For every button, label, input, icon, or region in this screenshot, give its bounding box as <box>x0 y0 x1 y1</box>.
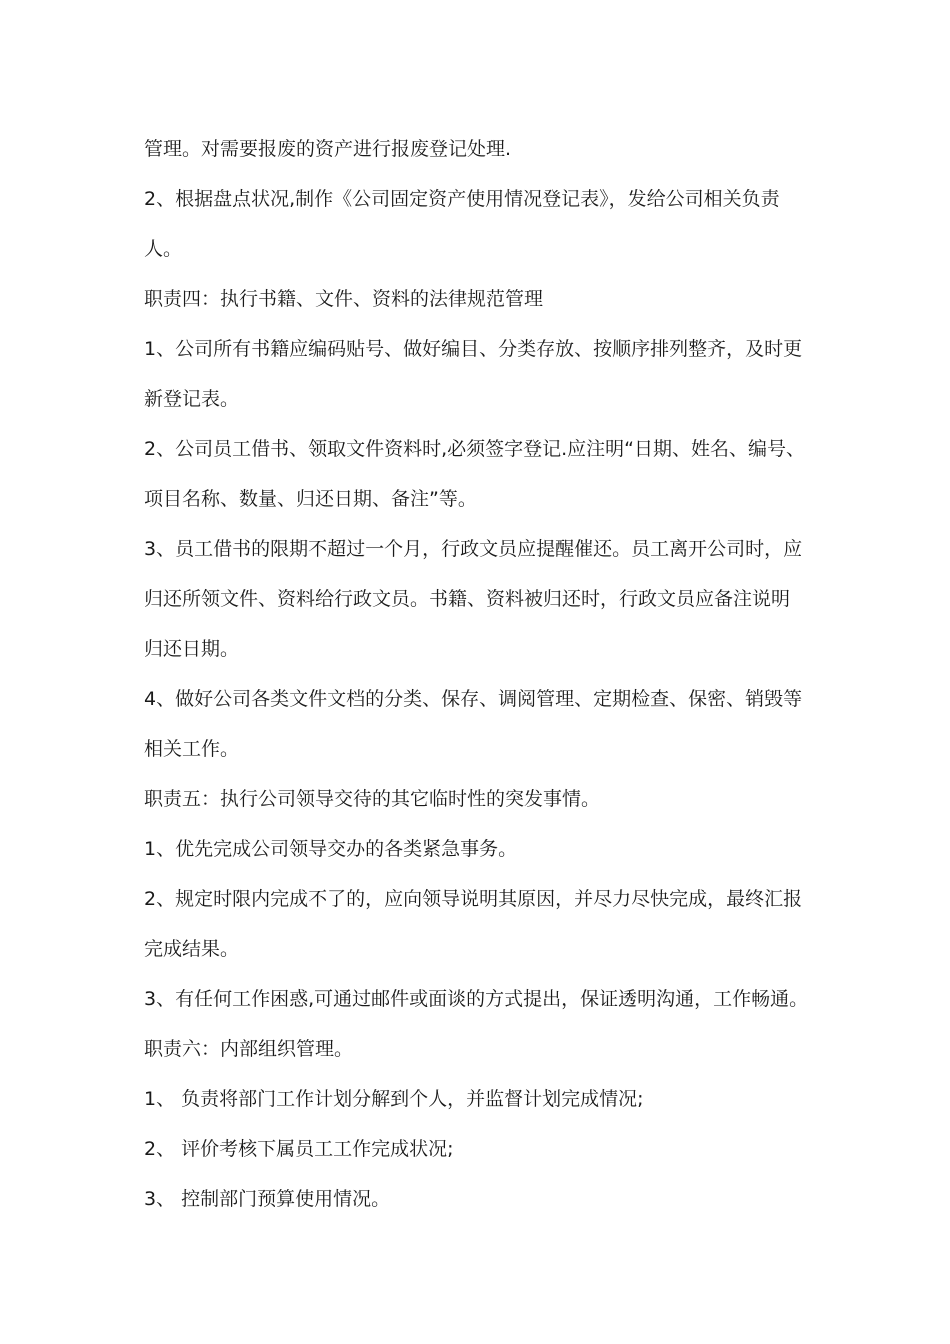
text-line: 人。 <box>144 238 183 260</box>
text-line: 4、做好公司各类文件文档的分类、保存、调阅管理、定期检查、保密、销毁等 <box>144 688 803 710</box>
text-line: 3、员工借书的限期不超过一个月，行政文员应提醒催还。员工离开公司时，应 <box>144 538 803 560</box>
text-line: 相关工作。 <box>144 738 240 760</box>
text-line: 完成结果。 <box>144 938 240 960</box>
document-body <box>144 124 824 1224</box>
text-line: 2、公司员工借书、领取文件资料时,必须签字登记.应注明“日期、姓名、编号、 <box>144 438 806 460</box>
text-line: 3、有任何工作困惑,可通过邮件或面谈的方式提出，保证透明沟通，工作畅通。 <box>144 988 809 1010</box>
text-line: 1、 负责将部门工作计划分解到个人，并监督计划完成情况; <box>144 1088 644 1110</box>
text-line: 归还所领文件、资料给行政文员。书籍、资料被归还时，行政文员应备注说明 <box>144 588 791 610</box>
text-line: 1、优先完成公司领导交办的各类紧急事务。 <box>144 838 518 860</box>
text-line: 3、 控制部门预算使用情况。 <box>144 1188 391 1210</box>
section-heading: 职责四：执行书籍、文件、资料的法律规范管理 <box>144 288 544 310</box>
section-heading: 职责五：执行公司领导交待的其它临时性的突发事情。 <box>144 788 601 810</box>
text-line: 2、 评价考核下属员工工作完成状况; <box>144 1138 454 1160</box>
text-line: 1、公司所有书籍应编码贴号、做好编目、分类存放、按顺序排列整齐，及时更 <box>144 338 803 360</box>
text-line: 新登记表。 <box>144 388 240 410</box>
text-line: 2、规定时限内完成不了的，应向领导说明其原因，并尽力尽快完成，最终汇报 <box>144 888 803 910</box>
text-line: 2、根据盘点状况,制作《公司固定资产使用情况登记表》，发给公司相关负责 <box>144 188 780 210</box>
text-line: 项目名称、数量、归还日期、备注”等。 <box>144 488 477 510</box>
text-line: 管理。对需要报废的资产进行报废登记处理. <box>144 138 512 160</box>
text-line: 归还日期。 <box>144 638 240 660</box>
section-heading: 职责六：内部组织管理。 <box>144 1038 354 1060</box>
